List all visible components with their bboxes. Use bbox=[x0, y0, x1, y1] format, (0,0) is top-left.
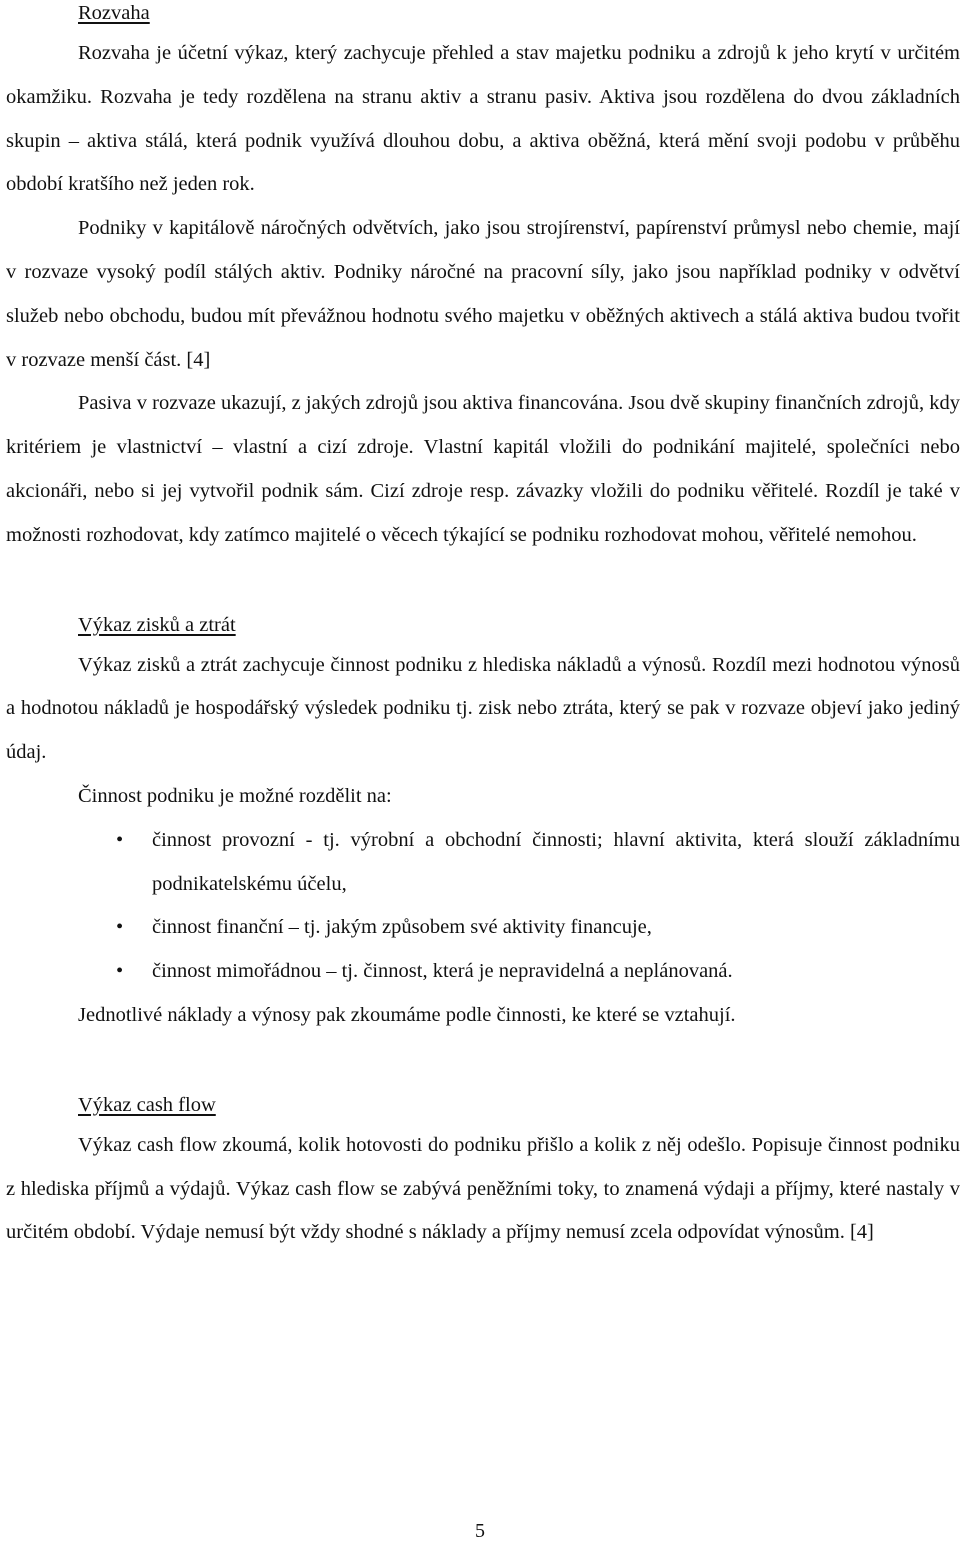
list-item-text: činnost mimořádnou – tj. činnost, která je nepravidelná a neplánovaná. bbox=[152, 960, 733, 983]
section-heading-cashflow: Výkaz cash flow bbox=[78, 1093, 216, 1116]
list-item-text: činnost finanční – tj. jakým způsobem své aktivity financuje, bbox=[152, 916, 652, 939]
section-heading-vzz: Výkaz zisků a ztrát bbox=[78, 613, 236, 636]
paragraph-cashflow: Výkaz cash flow zkoumá, kolik hotovosti do podniku přišlo a kolik z něj odešlo. Popisuje činnost podniku z hlediska příjmů a výdajů. Výkaz cash flow se zabývá peněžními toky, to znamená výdaji a příjmy, které nastaly v určitém období. Výdaje nemusí být vždy shodné s náklady a příjmy nemusí zcela odpovídat výnosům. [4] bbox=[6, 1133, 960, 1244]
page-number: 5 bbox=[475, 1520, 485, 1542]
list-item bbox=[6, 906, 960, 950]
paragraph-rozvaha-industries: Podniky v kapitálově náročných odvětvích, jako jsou strojírenství, papírenství průmysl nebo chemie, mají v rozvaze vysoký podíl stálých aktiv. Podniky náročné na pracovní síly, jako jsou například podniky v odvětví služeb nebo obchodu, budou mít převážnou hodnotu svého majetku v oběžných aktivech a stálá aktiva budou tvořit v rozvaze menší část. [4] bbox=[6, 217, 960, 371]
paragraph-vzz-closing: Jednotlivé náklady a výnosy pak zkoumáme podle činnosti, ke které se vztahují. bbox=[78, 1003, 736, 1026]
document-page bbox=[6, 0, 960, 1255]
paragraph-vzz-activities-intro: Činnost podniku je možné rozdělit na: bbox=[78, 784, 392, 807]
activities-list bbox=[6, 819, 960, 994]
paragraph-vzz-intro: Výkaz zisků a ztrát zachycuje činnost podniku z hlediska nákladů a výnosů. Rozdíl mezi hodnotou výnosů a hodnotou nákladů je hospodářský výsledek podniku tj. zisk nebo ztráta, který se pak v rozvaze objeví jako jediný údaj. bbox=[6, 653, 960, 764]
paragraph-rozvaha-intro: Rozvaha je účetní výkaz, který zachycuje přehled a stav majetku podniku a zdrojů k jeho krytí v určitém okamžiku. Rozvaha je tedy rozdělena na stranu aktiv a stranu pasiv. Aktiva jsou rozdělena do dvou základních skupin – aktiva stálá, která podnik využívá dlouhou dobu, a aktiva oběžná, která mění svoji podobu v průběhu období kratšího než jeden rok. bbox=[6, 42, 960, 196]
list-item-text: činnost provozní - tj. výrobní a obchodní činnosti; hlavní aktivita, která slouží základnímu podnikatelskému účelu, bbox=[152, 828, 960, 895]
list-item bbox=[6, 819, 960, 907]
bullet-icon: • bbox=[116, 916, 124, 939]
paragraph-rozvaha-pasiva: Pasiva v rozvaze ukazují, z jakých zdrojů jsou aktiva financována. Jsou dvě skupiny finančních zdrojů, kdy kritériem je vlastnictví – vlastní a cizí zdroje. Vlastní kapitál vložili do podnikání majitelé, společníci nebo akcionáři, nebo si jej vytvořil podnik sám. Cizí zdroje resp. závazky vložili do podniku věřitelé. Rozdíl je také v možnosti rozhodovat, kdy zatímco majitelé o věcech týkající se podniku rozhodovat mohou, věřitelé nemohou. bbox=[6, 392, 960, 546]
bullet-icon: • bbox=[116, 960, 124, 983]
section-heading-rozvaha: Rozvaha bbox=[78, 2, 150, 24]
bullet-icon: • bbox=[116, 828, 124, 851]
list-item bbox=[6, 950, 960, 994]
